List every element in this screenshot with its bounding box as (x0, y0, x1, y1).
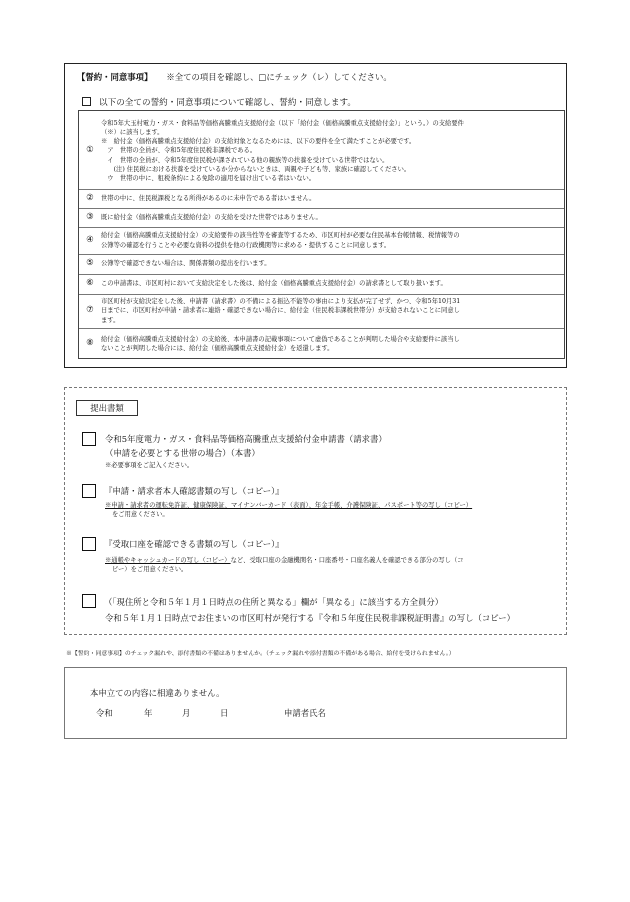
pledge-item-number: ④ (86, 234, 94, 245)
pledge-item-line: 市区町村が支給決定をした後、申請書（請求書）の不備による振込不能等の事由により支払が完了せず、かつ、令和5年10月31 (101, 298, 461, 306)
month-field[interactable]: 月 (182, 708, 191, 718)
doc1-checkbox[interactable] (82, 432, 96, 446)
doc3-checkbox[interactable] (82, 537, 96, 551)
pledge-item-number: ③ (86, 211, 94, 222)
pledge-item-number: ① (86, 145, 94, 155)
pledge-heading: 【誓約・同意事項】 ※全ての項目を確認し、□にチェック（レ）してください。 (77, 72, 392, 82)
pledge-item-text (101, 259, 558, 268)
pledge-item-number: ⑥ (86, 278, 94, 288)
pledge-item-line: ウ 世帯の中に、租税条約による免除の適用を届け出ている者はいない。 (101, 175, 316, 183)
pledge-item-line: 令和5年大玉村電力・ガス・食料品等価格高騰重点支援給付金（以下「給付金（価格高騰重点支援給付金）」という。）の支給要件 (101, 119, 464, 127)
doc4-title: （「現住所と令和５年１月１日時点の住所と異なる」欄が「異なる」に該当する方全員分） (104, 597, 444, 607)
doc1-note: ※必要事項をご記入ください。 (105, 462, 194, 469)
pledge-item-number: ⑤ (86, 258, 94, 268)
pledge-item-line: この申請書は、市区町村において支給決定をした後は、給付金（価格高騰重点支援給付金）の請求書として取り扱います。 (101, 280, 447, 288)
agree-row (82, 96, 356, 108)
documents-label: 提出書類 (76, 400, 138, 416)
pledge-item-number: ⑦ (86, 305, 94, 315)
pledge-item-line: （※）に該当します。 (101, 129, 164, 136)
pledge-items-box (78, 110, 565, 359)
declaration-text: 本申立ての内容に相違ありません。 (90, 688, 225, 698)
pledge-item-line: ※ 給付金（価格高騰重点支援給付金）の支給対象となるためには、以下の要件を全て満たすことが必要です。 (101, 138, 416, 146)
pledge-item-text (101, 213, 558, 222)
agree-checkbox[interactable] (82, 97, 91, 106)
pledge-item-divider (79, 328, 564, 329)
pledge-item-divider (79, 294, 564, 295)
pledge-item-divider (79, 227, 564, 228)
pledge-item-text (101, 231, 558, 249)
pledge-item-line: 給付金（価格高騰重点支援給付金）の支給要件の該当性等を審査等するため、市区町村が必要な住民基本台帳情報、税情報等の (101, 232, 460, 240)
pledge-item-line: ないことが判明した場合には、給付金（価格高騰重点支援給付金）を返還します。 (101, 345, 334, 352)
doc2-checkbox[interactable] (82, 484, 96, 498)
pledge-item-line: イ 世帯の全員が、令和5年度住民税が課されている他の親族等の扶養を受けている世帯ではない。 (101, 156, 389, 164)
pledge-item-line: (注) 住民税における扶養を受けているか分からないときは、両親や子ども等、家族に確認してください。 (101, 165, 411, 173)
pledge-item-text (101, 297, 558, 325)
pledge-item-divider (79, 274, 564, 275)
declaration-section (64, 667, 567, 739)
doc1-title: 令和5年度電力・ガス・食料品等価格高騰重点支援給付金申請書（請求書） (105, 434, 387, 444)
pledge-item-divider (79, 254, 564, 255)
pledge-item-line: 公簿等の確認を行うことや必要な資料の提供を他の行政機関等に求める・提供することに同意します。 (101, 241, 391, 249)
pledge-item-line: 日までに、市区町村が申請・請求者に連絡・確認できない場合に、給付金（住民税非課税世帯分）が支給されないことに同意し (101, 307, 460, 315)
pledge-item-text (101, 279, 558, 288)
pledge-item-number: ② (86, 192, 94, 203)
doc3-title: 『受取口座を確認できる書類の写し（コピー）』 (104, 539, 284, 549)
footnote: ※【誓約・同意事項】のチェック漏れや、添付書類の不備はありませんか。（チェック漏れや添付書類の不備がある場合、給付を受けられません。） (66, 651, 455, 657)
pledge-item-divider (79, 208, 564, 209)
agree-label: 以下の全ての誓約・同意事項について確認し、誓約・同意します。 (99, 98, 356, 108)
pledge-item-text (101, 335, 558, 353)
doc2-title: 『申請・請求者本人確認書類の写し（コピー）』 (104, 486, 284, 496)
applicant-name-field[interactable]: 申請者氏名 (284, 708, 326, 718)
pledge-item-line: 公簿等で確認できない場合は、関係書類の提出を行います。 (101, 260, 271, 268)
pledge-item-line: ます。 (101, 316, 120, 324)
day-field[interactable]: 日 (220, 708, 229, 718)
pledge-item-line: 世帯の中に、住民税課税となる所得があるのに未申告である者はいません。 (101, 194, 316, 202)
pledge-item-line: 既に給付金（価格高騰重点支援給付金）の支給を受けた世帯ではありません。 (101, 213, 322, 221)
doc1-subtitle: （申請を必要とする世帯の場合）（本書） (105, 448, 260, 458)
year-field[interactable]: 年 (144, 708, 153, 718)
pledge-item-divider (79, 189, 564, 190)
signature-row (96, 707, 416, 719)
pledge-instruction: ※全ての項目を確認し、□にチェック（レ）してください。 (166, 72, 392, 82)
pledge-item-text (101, 194, 558, 203)
pledge-item-number: ⑧ (86, 338, 94, 348)
pledge-item-text (101, 119, 558, 183)
pledge-item-line: 給付金（価格高騰重点支援給付金）の支給後、本申請書の記載事項について虚偽であることが判明した場合や支給要件に該当し (101, 335, 460, 343)
doc3-note: ※通帳やキャッシュカードの写し（コピー）など、受取口座の金融機関名・口座番号・口座名義人を確認できる部分の写し（コ ピー）をご用意ください。 (105, 557, 464, 573)
doc2-note: ※申請・請求者の運転免許証、健康保険証、マイナンバーカード（表面）、年金手帳、介護保険証、パスポート等の写し（コピー） をご用意ください。 (105, 502, 473, 518)
pledge-item-line: ア 世帯の全員が、令和5年度住民税非課税である。 (101, 147, 257, 155)
doc4-subtitle: 令和５年１月１日時点でお住まいの市区町村が発行する『令和５年度住民税非課税証明書』の写し（コピー） (105, 613, 516, 623)
era-label: 令和 (96, 708, 113, 718)
doc4-checkbox[interactable] (82, 594, 96, 608)
